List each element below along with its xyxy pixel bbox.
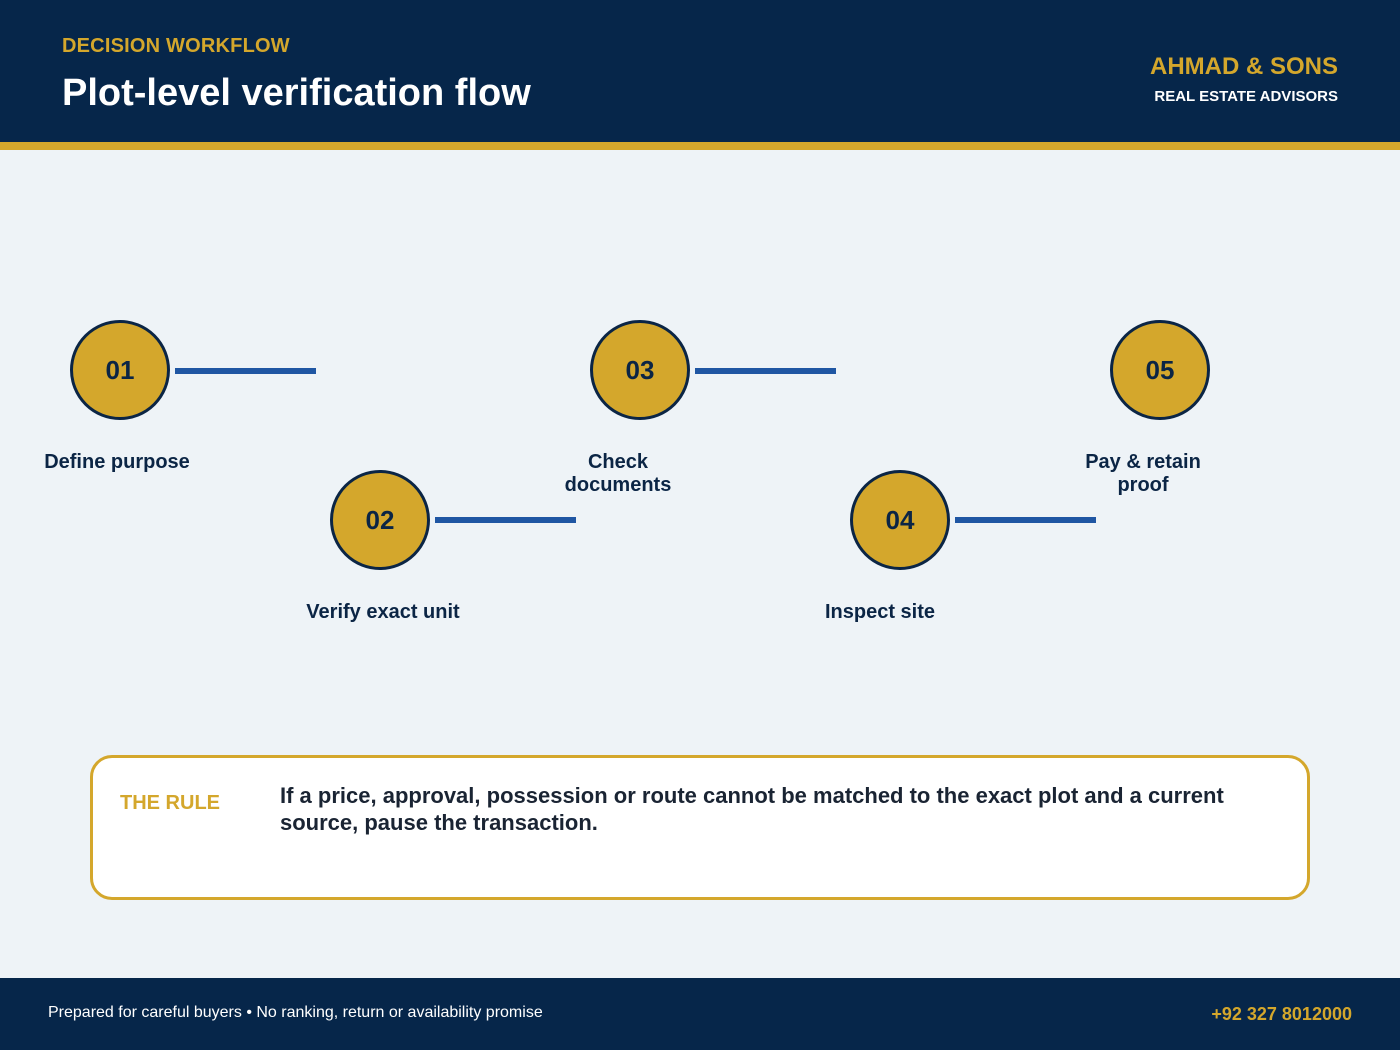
- step-label-1: Define purpose: [44, 451, 190, 473]
- step-circle-1: 01: [70, 320, 170, 420]
- header-bar: [0, 0, 1400, 142]
- connector-3: [695, 368, 836, 374]
- connector-2: [435, 517, 576, 523]
- header-divider: [0, 142, 1400, 150]
- brand-name: AHMAD & SONS: [1149, 53, 1338, 80]
- rule-tag: THE RULE: [120, 792, 220, 814]
- step-circle-4: 04: [850, 470, 950, 570]
- step-circle-2: 02: [330, 470, 430, 570]
- connector-4: [955, 517, 1096, 523]
- connector-1: [175, 368, 316, 374]
- footer-bar: [0, 978, 1400, 1050]
- eyebrow: DECISION WORKFLOW: [62, 35, 290, 57]
- footer-phone: +92 327 8012000: [1211, 1004, 1352, 1024]
- brand-subtitle: REAL ESTATE ADVISORS: [1154, 88, 1338, 105]
- footer-note: Prepared for careful buyers • No ranking, return or availability promise: [48, 1004, 543, 1021]
- step-label-3: Check documents: [564, 451, 672, 496]
- step-circle-3: 03: [590, 320, 690, 420]
- rule-card: [90, 755, 1310, 900]
- step-label-4: Inspect site: [824, 601, 936, 623]
- rule-text: If a price, approval, possession or route cannot be matched to the exact plot and a current source, pause the transaction.: [280, 783, 1224, 835]
- step-circle-5: 05: [1110, 320, 1210, 420]
- step-label-5: Pay & retain proof: [1085, 451, 1201, 496]
- page-title: Plot-level verification flow: [62, 72, 531, 114]
- step-label-2: Verify exact unit: [306, 601, 460, 623]
